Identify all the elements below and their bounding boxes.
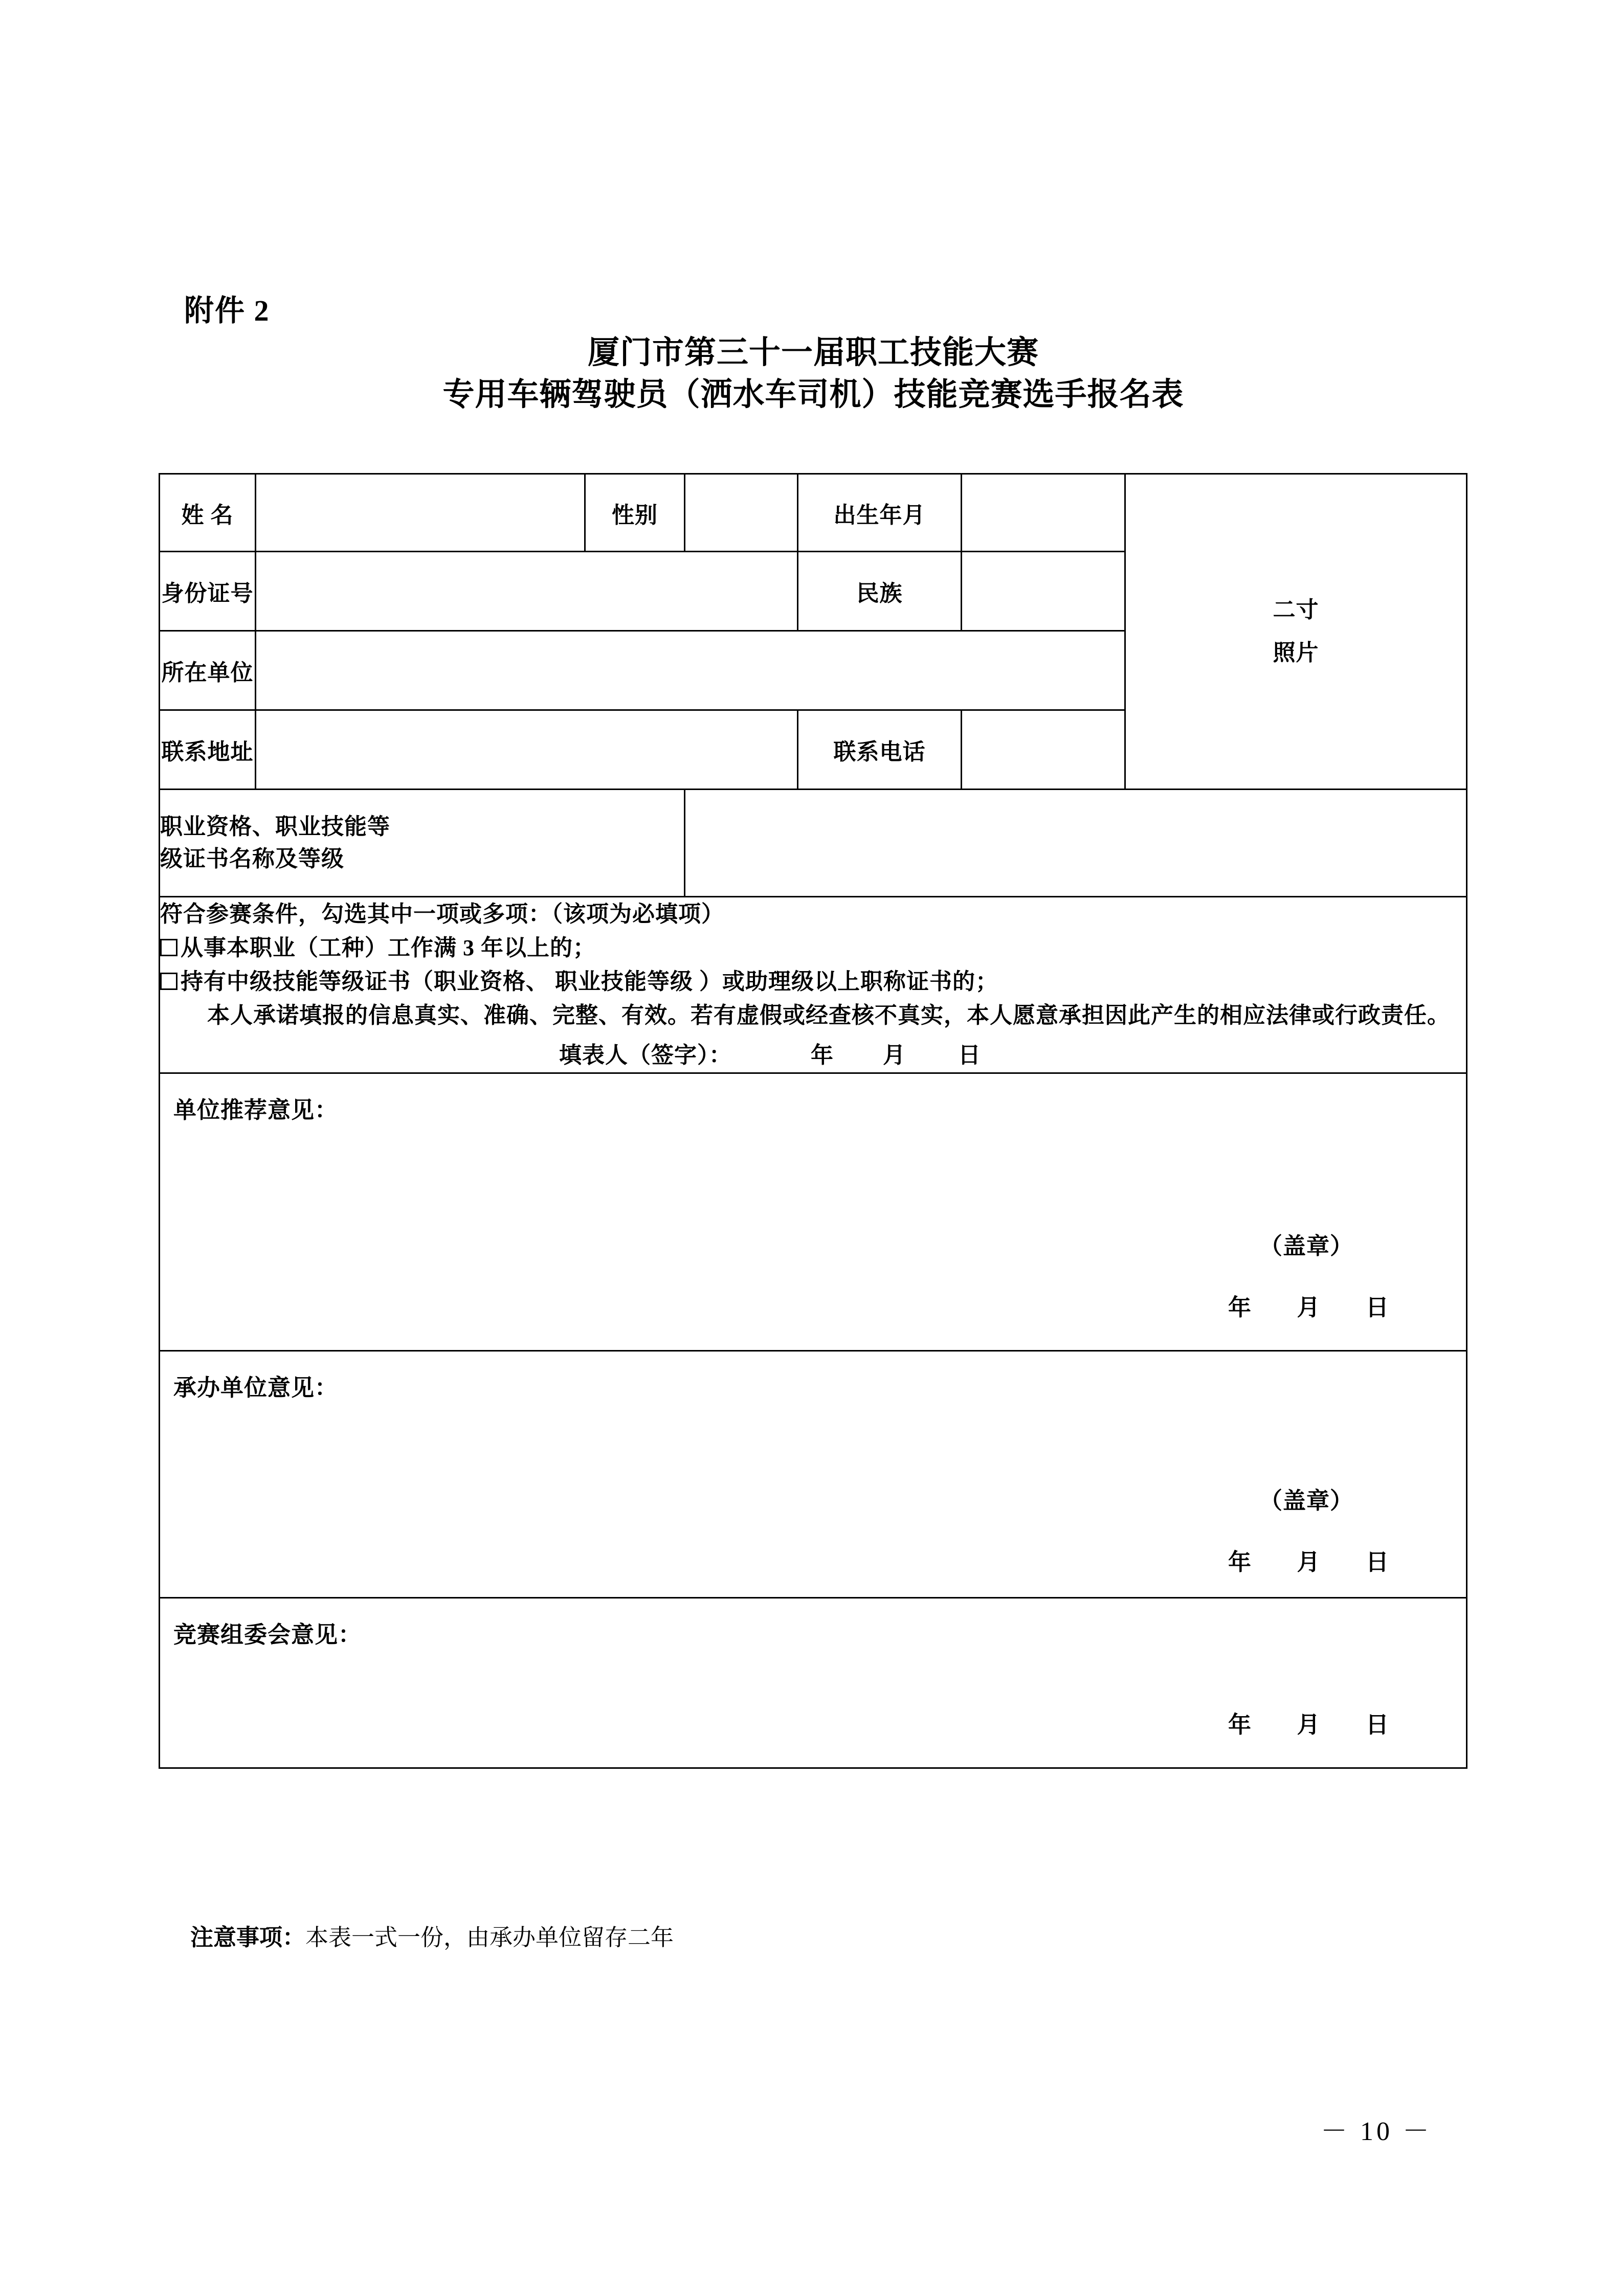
name-value[interactable]: [256, 474, 585, 552]
eligibility-option-2[interactable]: [160, 965, 1466, 999]
signature-day[interactable]: 日: [958, 1043, 981, 1068]
committee-opinion-month[interactable]: 月: [1297, 1712, 1321, 1738]
signature-year[interactable]: 年: [811, 1043, 834, 1068]
registration-form-table: [159, 473, 1467, 1769]
certificate-label: [160, 790, 685, 897]
commitment-text: 本人承诺填报的信息真实、准确、完整、有效。若有虚假或经查核不真实，本人愿意承担因此产生的相应法律或行政责任。: [207, 1003, 1450, 1028]
gender-label: 性别: [585, 474, 685, 552]
eligibility-option-2-label: 持有中级技能等级证书（职业资格、 职业技能等级 ）或助理级以上职称证书的；: [181, 969, 998, 994]
ethnicity-value[interactable]: [962, 552, 1125, 631]
organizer-opinion-day[interactable]: 日: [1365, 1549, 1389, 1575]
eligibility-option-1-label: 从事本职业（工种）工作满 3 年以上的；: [181, 935, 596, 960]
organizer-opinion-title: 承办单位意见：: [173, 1375, 339, 1401]
work-unit-value[interactable]: [256, 631, 1125, 710]
eligibility-option-1[interactable]: [160, 931, 1466, 965]
declaration-heading: 符合参赛条件，勾选其中一项或多项：（该项为必填项）: [160, 902, 724, 927]
address-value[interactable]: [256, 710, 798, 790]
attachment-label: 附件 2: [184, 294, 270, 327]
organizer-opinion-date: [1228, 1543, 1389, 1577]
signature-label: 填表人（签字）：: [559, 1043, 732, 1068]
phone-value[interactable]: [962, 710, 1125, 790]
certificate-value[interactable]: [685, 790, 1467, 897]
photo-placeholder[interactable]: [1125, 474, 1467, 790]
name-label: 姓 名: [160, 474, 256, 552]
photo-line-2: 照片: [1273, 640, 1319, 665]
table-row-declaration: [160, 897, 1467, 1073]
unit-recommendation-title: 单位推荐意见：: [173, 1097, 339, 1123]
organizer-opinion-block[interactable]: [160, 1351, 1467, 1598]
committee-opinion-block[interactable]: [160, 1598, 1467, 1768]
certificate-label-line-1: 职业资格、职业技能等: [160, 814, 390, 840]
ethnicity-label: 民族: [798, 552, 962, 631]
footer-note-label: 注意事项：: [190, 1925, 306, 1950]
signature-line: [160, 1039, 1466, 1072]
committee-opinion-day[interactable]: 日: [1365, 1712, 1389, 1738]
id-number-label: 身份证号: [160, 552, 256, 631]
table-row-certificate: [160, 790, 1467, 897]
declaration-block: [160, 897, 1467, 1073]
page-title: [159, 332, 1468, 416]
footer-note: [190, 1919, 674, 1952]
committee-opinion-year[interactable]: 年: [1228, 1712, 1252, 1738]
organizer-opinion-month[interactable]: 月: [1297, 1549, 1321, 1575]
unit-recommendation-seal: （盖章）: [1259, 1233, 1353, 1259]
table-row-name: [160, 474, 1467, 552]
id-number-value[interactable]: [256, 552, 798, 631]
checkbox-icon[interactable]: [160, 973, 177, 990]
organizer-opinion-year[interactable]: 年: [1228, 1549, 1252, 1575]
work-unit-label: 所在单位: [160, 631, 256, 710]
footer-note-text: 本表一式一份，由承办单位留存二年: [305, 1925, 674, 1950]
certificate-label-line-2: 级证书名称及等级: [160, 846, 344, 871]
committee-opinion-title: 竞赛组委会意见：: [173, 1622, 362, 1648]
table-row-unit-opinion: [160, 1073, 1467, 1351]
unit-recommendation-block[interactable]: [160, 1073, 1467, 1351]
checkbox-icon[interactable]: [160, 939, 177, 956]
unit-recommendation-month[interactable]: 月: [1297, 1295, 1321, 1320]
organizer-opinion-seal: （盖章）: [1259, 1488, 1353, 1514]
unit-recommendation-day[interactable]: 日: [1365, 1295, 1389, 1320]
signature-month[interactable]: 月: [883, 1043, 906, 1068]
birth-value[interactable]: [962, 474, 1125, 552]
committee-opinion-date: [1228, 1706, 1389, 1739]
address-label: 联系地址: [160, 710, 256, 790]
unit-recommendation-year[interactable]: 年: [1228, 1295, 1252, 1320]
title-line-1: 厦门市第三十一届职工技能大赛: [587, 335, 1039, 370]
photo-line-1: 二寸: [1273, 597, 1319, 623]
title-line-2: 专用车辆驾驶员（洒水车司机）技能竞赛选手报名表: [442, 377, 1184, 412]
unit-recommendation-date: [1228, 1289, 1389, 1322]
birth-label: 出生年月: [798, 474, 962, 552]
table-row-committee-opinion: [160, 1598, 1467, 1768]
table-row-organizer-opinion: [160, 1351, 1467, 1598]
gender-value[interactable]: [685, 474, 798, 552]
page-number: － 10 －: [1320, 2117, 1432, 2146]
phone-label: 联系电话: [798, 710, 962, 790]
